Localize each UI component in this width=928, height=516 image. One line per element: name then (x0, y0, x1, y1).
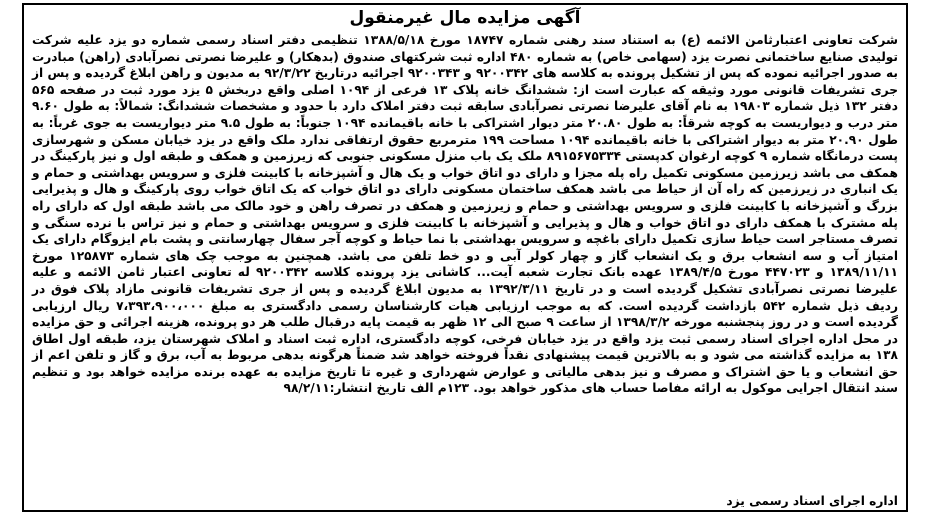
notice-body: شرکت تعاونی اعتبارثامن الائمه (ع) به استناد سند رهنی شماره ۱۸۷۴۷ مورخ ۱۳۸۸/۵/۱۸ تنظیمی دفتر اسناد رسمی شماره دو یزد علیه شرکت تولیدی صنایع ساختمانی نصرت یزد (سهامی خاص) به شماره ۴۸۰ اداره ثبت شرکتهای صندوق (بدهکار) و علیرضا نصرتی نصرآبادی (راهن) مبادرت به صدور اجرائیه نموده که پس از تشکیل پرونده به کلاسه های ۹۲۰۰۳۴۲ و ۹۲۰۰۳۴۳ اجرائیه درتاریخ ۹۲/۳/۲۲ به مدیون و راهن ابلاغ گردیده و پس از جری تشریفات قانونی مورد وثیقه که عبارت است از: ششدانگ خانه پلاک ۱۳ فرعی از ۱۰۹۴ اصلی واقع دربخش ۵ یزد مورد ثبت در صفحه ۵۶۵ دفتر ۱۳۲ ذیل شماره ۱۹۸۰۳ به نام آقای علیرضا نصرتی نصرآبادی سابقه ثبت دفتر املاک دارد با حدود و مشخصات ششدانگ: شمالاً: به طول ۹.۶۰ متر درب و دیواریست به کوچه شرقاً: به طول ۲۰.۸۰ متر دیوار اشتراکی با خانه باقیمانده ۱۰۹۴ جنوباً: به طول ۹.۵ متر دیواریست به جوی غرباً: به طول ۲۰.۹۰ متر به دیوار اشتراکی با خانه باقیمانده ۱۰۹۴ مساحت ۱۹۹ مترمربع حقوق ارتفاقی ندارد ملک واقع در یزد خیابان مسکن و شهرسازی پست درمانگاه شماره ۹ کوچه ارغوان کدپستی ۸۹۱۵۶۷۵۳۳۴ ملک یک باب منزل مسکونی جنوبی که زیرزمین و همکف و طبقه اول و نیز پارکینگ در همکف می باشد زیرزمین مسکونی تکمیل راه پله مجزا و دارای دو اتاق خواب و یک هال و آشپزخانه با کابینت فلزی و سرویس بهداشتی و حمام و یک انباری در زیرزمین که راه آن از حیاط می باشد همکف ساختمان مسکونی دارای دو اتاق خواب که یک اتاق خواب روی پارکینگ و هال و پذیرایی بزرگ و آشپزخانه با کابینت فلزی و سرویس بهداشتی و حمام و زیرزمین و همکف در تصرف راهن و خود مالک می باشد طبقه اول که دارای راه پله مشترک با همکف دارای دو اتاق خواب و هال و پذیرایی و آشپزخانه با کابینت فلزی و سرویس بهداشتی و حمام و نیز تراس با نرده سنگی و تصرف مستاجر است حیاط سازی تکمیل دارای باغچه و سرویس بهداشتی با نما حیاط و کوچه آجر سفال چهارسانتی و پشت بام ایزوگام دارای یک امتیاز آب و سه انشعاب برق و یک انشعاب گاز و چهار کولر آبی و دو خط تلفن می باشد. همچنین به موجب چک های شماره ۱۲۵۸۷۳ مورخ ۱۳۸۹/۱۱/۱۱ و ۴۴۷۰۲۳ مورخ ۱۳۸۹/۴/۵ عهده بانک تجارت شعبه آیت... کاشانی یزد پرونده کلاسه ۹۲۰۰۳۴۲ له تعاونی اعتبار ثامن الائمه و علیه علیرضا نصرتی نصرآبادی تشکیل گردیده است و در تاریخ ۱۳۹۲/۳/۱۱ به مدیون ابلاغ گردیده و پس از جری تشریفات قانونی مازاد پلاک فوق در ردیف ذیل شماره ۵۴۲ بازداشت گردیده است. که به موجب ارزیابی هیات کارشناسان رسمی دادگستری به مبلغ ۷،۳۹۳،۹۰۰،۰۰۰ ریال ارزیابی گردیده است و در روز پنجشنبه مورخه ۱۳۹۸/۳/۲ از ساعت ۹ صبح الی ۱۲ ظهر به قیمت پایه درقبال طلب هر دو پرونده، هزینه اجرائی و حق مزایده در محل اداره اجرای اسناد رسمی ثبت یزد واقع در یزد خیابان فرخی، کوچه دادگستری، اداره ثبت اسناد و املاک شهرستان یزد، طبقه اول اطاق ۱۳۸ به مزایده گذاشته می شود و به بالاترین قیمت پیشنهادی نقداً فروخته خواهد شد ضمناً هرگونه بدهی مربوط به آب، برق و گاز و تلفن اعم از حق انشعاب و یا حق اشتراک و مصرف و نیز بدهی مالیاتی و عوارض شهرداری و غیره تا تاریخ مزایده به عهده برنده مزایده خواهد بود و تنظیم سند انتقال اجرایی موکول به ارائه مفاصا حساب های مذکور خواهد بود. ۱۲۳م الف تاریخ انتشار:۹۸/۲/۱۱ (32, 33, 899, 396)
notice-frame (22, 3, 908, 512)
notice-title: آگهی مزایده مال غیرمنقول (349, 8, 581, 28)
notice-signature: اداره اجرای اسناد رسمی یزد (726, 494, 898, 508)
